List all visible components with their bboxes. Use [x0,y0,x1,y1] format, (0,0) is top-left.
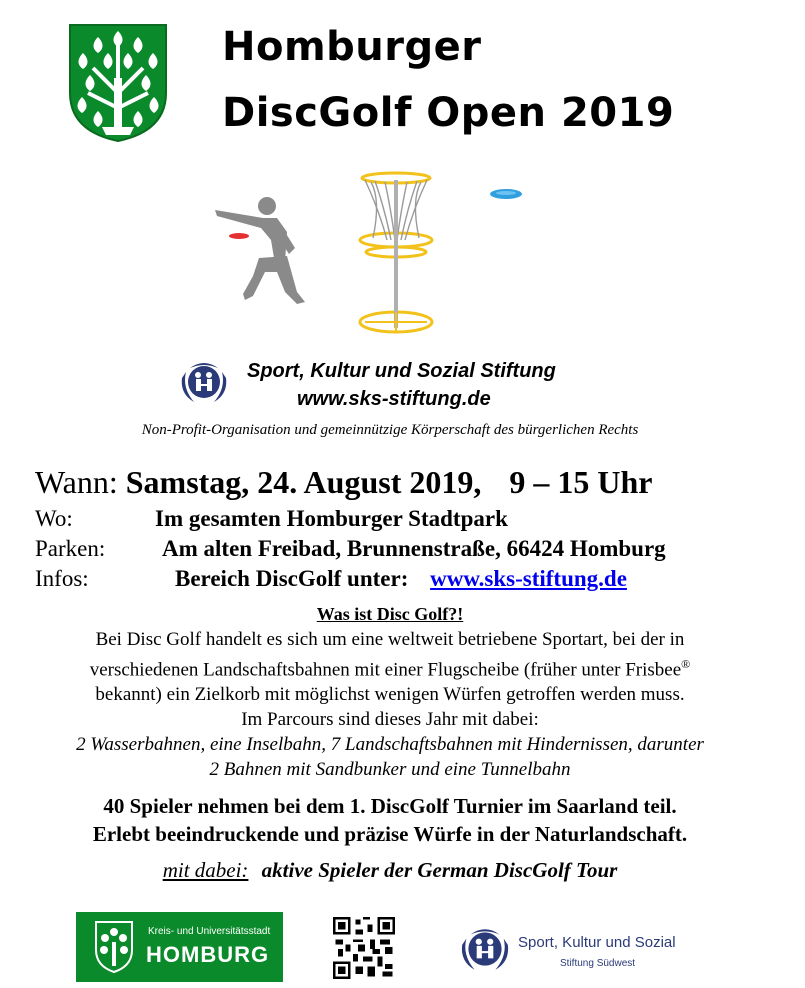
parken-value: Am alten Freibad, Brunnenstraße, 66424 Homburg [162,536,666,561]
infos-value [175,566,627,592]
parken-label: Parken: [35,536,106,561]
sks-name: Sport, Kultur und Sozial Stiftung [247,360,556,382]
tree-coat-of-arms-icon [68,23,168,143]
tour-text: aktive Spieler der German DiscGolf Tour [261,858,618,882]
disc-golf-basket-icon [355,170,437,338]
sks-footer-sub: Stiftung Südwest [560,958,636,969]
sks-footer-logo-icon [458,924,512,974]
date-line [35,464,652,501]
page-title-line-1: Homburger [222,24,482,70]
page-title-line-2: DiscGolf Open 2019 [222,90,675,136]
wann-label: Wann: [35,464,118,500]
homburg-logo [76,912,283,982]
about-line-2: verschiedenen Landschaftsbahnen mit einer Flugscheibe (früher unter Frisbee® [89,657,691,681]
wann-time: 9 – 15 Uhr [509,464,653,500]
homburg-name: HOMBURG [146,942,270,967]
tour-label: mit dabei: [162,858,249,882]
wo-label: Wo: [35,506,73,531]
flying-disc-icon [488,186,524,202]
disc-golf-player-icon [205,192,315,307]
tour-line [0,858,780,883]
sks-url[interactable]: www.sks-stiftung.de [297,388,491,410]
closing-section [0,792,780,848]
infos-link[interactable]: www.sks-stiftung.de [430,566,627,591]
closing-line-2: Erlebt beeindruckende und präzise Würfe in der Naturlandschaft. [92,822,688,846]
wo-value: Im gesamten Homburger Stadtpark [155,506,508,531]
about-line-4: Im Parcours sind dieses Jahr mit dabei: [241,709,539,731]
about-line-3: bekannt) ein Zielkorb mit möglichst wenigen Würfen getroffen werden muss. [95,684,685,706]
about-heading: Was ist Disc Golf?! [316,604,464,624]
infos-text: Bereich DiscGolf unter: [175,566,409,591]
registered-mark: ® [681,657,691,671]
nonprofit-note: Non-Profit-Organisation und gemeinnützige Körperschaft des bürgerlichen Rechts [141,422,639,438]
about-line-1: Bei Disc Golf handelt es sich um eine weltweit betriebene Sportart, bei der in [95,629,685,650]
closing-line-1: 40 Spieler nehmen bei dem 1. DiscGolf Turnier im Saarland teil. [103,794,677,818]
sks-people-logo-icon [178,358,230,406]
homburg-subtitle: Kreis- und Universitätsstadt [148,926,271,937]
infos-label: Infos: [35,566,89,591]
qr-code-icon [333,917,395,979]
sks-footer-name: Sport, Kultur und Sozial [518,934,676,951]
about-line-6: 2 Bahnen mit Sandbunker und eine Tunnelbahn [209,759,571,781]
about-section [0,602,780,782]
about-line-5: 2 Wasserbahnen, eine Inselbahn, 7 Landschaftsbahnen mit Hindernissen, darunter [76,734,704,756]
wann-value: Samstag, 24. August 2019, [125,464,482,500]
